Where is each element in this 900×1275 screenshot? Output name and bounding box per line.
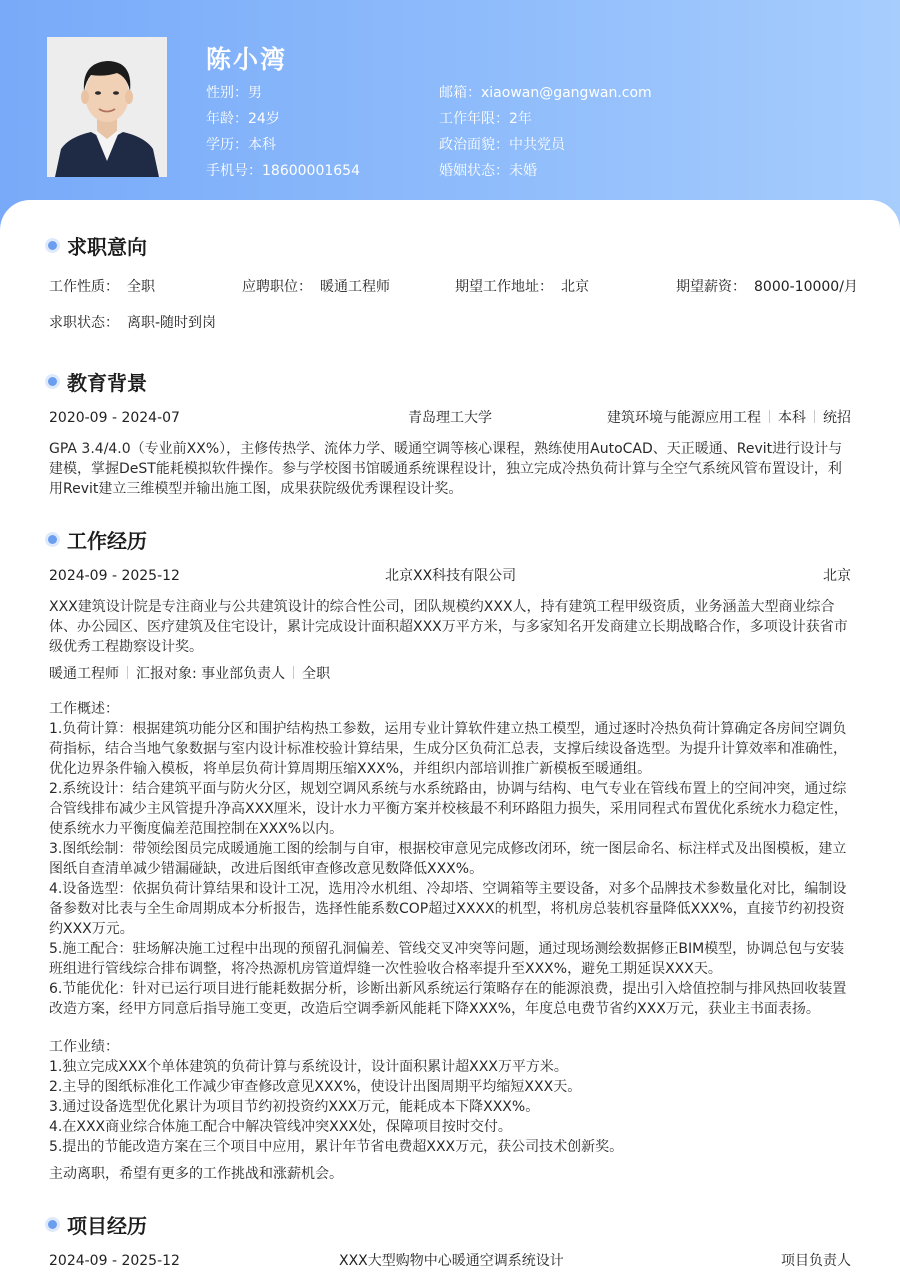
list-item: 5.提出的节能改造方案在三个项目中应用，累计年节省电费超XXX万元，获公司技术创新奖。 [49, 1139, 624, 1155]
work-period: 2024-09 - 2025-12 [49, 568, 180, 584]
list-item: 2.主导的图纸标准化工作减少审查修改意见XXX%，使设计出图周期平均缩短XXX天。 [49, 1079, 582, 1095]
list-item: 4.在XXX商业综合体施工配合中解决管线冲突XXX处，保障项目按时交付。 [49, 1119, 512, 1135]
list-item: 6.节能优化：针对已运行项目进行能耗数据分析，诊断出新风系统运行策略存在的能源浪费，提出引入焓值控制与排风热回收装置改造方案，经甲方同意后指导施工变更，改造后空调季新风能耗下降XXX%，年度总电费节省约XXX万元，获业主书面表扬。 [49, 981, 847, 1017]
gender-field: 性别：男 [206, 85, 262, 101]
education-description: GPA 3.4/4.0（专业前XX%），主修传热学、流体力学、暖通空调等核心课程，熟练使用AutoCAD、天正暖通、Revit进行设计与建模，掌握DeST能耗模拟软件操作。参与学校图书馆暖通系统课程设计，独立完成冷热负荷计算与全空气系统风管布置设计，利用Revit建立三维模型并输出施工图，成果获院级优秀课程设计奖。 [49, 441, 843, 497]
project-role: 项目负责人 [781, 1253, 851, 1269]
work-achievements [49, 1037, 852, 1157]
list-item: 4.设备选型：依据负荷计算结果和设计工况，选用冷水机组、冷却塔、空调箱等主要设备，对多个品牌技术参数量化对比，编制设备参数对比表与全生命周期成本分析报告，选择性能系数COP超过XXXX的机型，将机房总装机容量降低XXX%，直接节约初投资约XXX万元。 [49, 881, 847, 937]
intent-position: 应聘职位： 暖通工程师 [242, 279, 390, 295]
political-status-field: 政治面貌：中共党员 [439, 137, 565, 153]
company-description: XXX建筑设计院是专注商业与公共建筑设计的综合性公司，团队规模约XXX人，持有建筑工程甲级资质，业务涵盖大型商业综合体、办公园区、医疗建筑及住宅设计，累计完成设计面积超XXX万平方米，与多家知名开发商建立长期战略合作，多项设计获省市级优秀工程勘察设计奖。 [49, 599, 848, 655]
resume-header [0, 0, 900, 230]
divider [814, 410, 815, 423]
bullet-dot-icon [48, 535, 57, 544]
education-major-line: 建筑环境与能源应用工程 本科 统招 [607, 410, 851, 426]
bullet-dot-icon [48, 377, 57, 386]
work-company: 北京XX科技有限公司 [385, 568, 517, 584]
education-field: 学历：本科 [206, 137, 276, 153]
work-role-line: 暖通工程师 汇报对象: 事业部负责人 全职 [49, 666, 331, 682]
work-overview [49, 699, 852, 1019]
list-item: 2.系统设计：结合建筑平面与防火分区，规划空调风系统与水系统路由，协调与结构、电气专业在管线布置上的空间冲突，通过综合管线排布减少主风管提升净高XXX厘米，设计水力平衡方案并校核最不利环路阻力损失，采用同程式布置优化系统水力稳定性，使系统水力平衡度偏差范围控制在XXX%以内。 [49, 781, 848, 837]
profile-photo [47, 37, 167, 177]
leave-reason: 主动离职，希望有更多的工作挑战和涨薪机会。 [49, 1166, 343, 1182]
age-field: 年龄：24岁 [206, 111, 280, 127]
divider [293, 666, 294, 679]
education-school: 青岛理工大学 [408, 410, 492, 426]
marital-status-field: 婚姻状态：未婚 [439, 163, 537, 179]
list-item: 3.通过设备选型优化累计为项目节约初投资约XXX万元，能耗成本下降XXX%。 [49, 1099, 540, 1115]
project-period: 2024-09 - 2025-12 [49, 1253, 180, 1269]
divider [127, 666, 128, 679]
intent-type: 工作性质： 全职 [49, 279, 155, 295]
project-name: XXX大型购物中心暖通空调系统设计 [339, 1253, 564, 1269]
bullet-dot-icon [48, 241, 57, 250]
list-item: 1.独立完成XXX个单体建筑的负荷计算与系统设计，设计面积累计超XXX万平方米。 [49, 1059, 568, 1075]
person-portrait-icon [47, 37, 167, 177]
list-item: 3.图纸绘制：带领绘图员完成暖通施工图的绘制与自审，根据校审意见完成修改闭环，统一图层命名、标注样式及出图模板，建立图纸自查清单减少错漏碰缺，改进后图纸审查修改意见数降低XXX%。 [49, 841, 847, 877]
section-job-intent-title: 求职意向 [48, 231, 147, 260]
section-project-title: 项目经历 [48, 1210, 147, 1239]
intent-salary: 期望薪资： 8000-10000/月 [676, 279, 858, 295]
divider [769, 410, 770, 423]
intent-location: 期望工作地址： 北京 [455, 279, 589, 295]
phone-field: 手机号：18600001654 [206, 163, 360, 179]
section-work-title: 工作经历 [48, 525, 147, 554]
list-item: 1.负荷计算：根据建筑功能分区和围护结构热工参数，运用专业计算软件建立热工模型，通过逐时冷热负荷计算确定各房间空调负荷指标，结合当地气象数据与室内设计标准校验计算结果，生成分区负荷汇总表，支撑后续设备选型。为提升计算效率和准确性，优化边界条件输入模板，将单层负荷计算周期压缩XXX%，并组织内部培训推广新模板至暖通组。 [49, 721, 847, 777]
work-years-field: 工作年限：2年 [439, 111, 532, 127]
email-field: 邮箱：xiaowan@gangwan.com [439, 85, 652, 101]
work-overview-title: 工作概述： [49, 701, 119, 717]
education-period: 2020-09 - 2024-07 [49, 410, 180, 426]
work-city: 北京 [823, 568, 851, 584]
bullet-dot-icon [48, 1220, 57, 1229]
section-education-title: 教育背景 [48, 367, 147, 396]
work-achievements-title: 工作业绩： [49, 1039, 119, 1055]
list-item: 5.施工配合：驻场解决施工过程中出现的预留孔洞偏差、管线交叉冲突等问题，通过现场测绘数据修正BIM模型，协调总包与安装班组进行管线综合排布调整，将冷热源机房管道焊缝一次性验收合格率提升至XXX%，避免工期延误XXX天。 [49, 941, 845, 977]
candidate-name: 陈小湾 [206, 45, 288, 74]
intent-status: 求职状态： 离职-随时到岗 [49, 315, 217, 331]
